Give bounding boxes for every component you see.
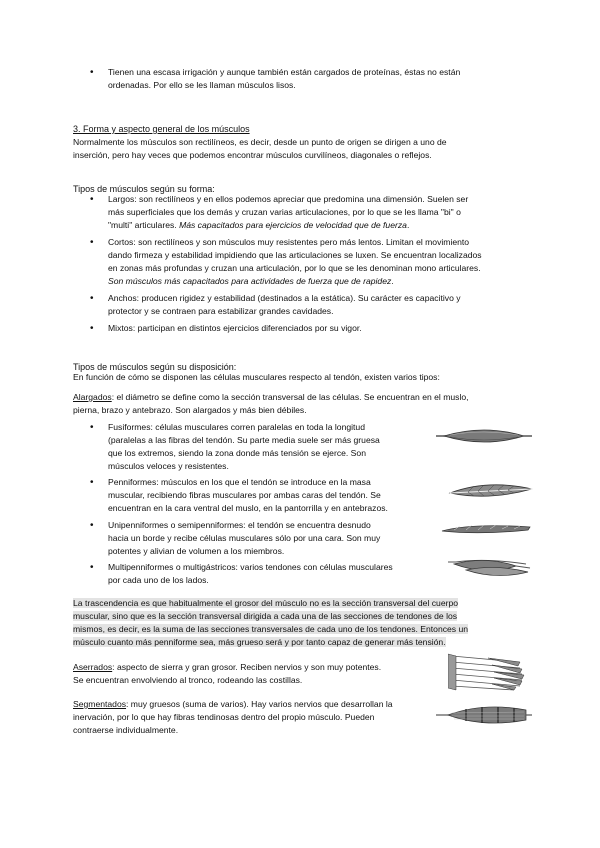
paragraph-line: [73, 698, 433, 711]
highlighted-line: [73, 623, 525, 636]
bullet-dot: •: [90, 67, 94, 78]
text-run: .: [406, 220, 410, 230]
paragraph-line: Normalmente los músculos son rectilíneos, es decir, desde un punto de origen se dirigen a uno de: [73, 137, 447, 147]
highlight-text: muscular, sino que es la sección transversal dirigida a cada una de las secciones de tendones de los: [73, 611, 458, 621]
section-title: 3. Forma y aspecto general de los músculos: [73, 124, 250, 134]
paragraph-line: potentes y alivian de volumen a los miembros.: [108, 546, 285, 556]
paragraph-line: Tienen una escasa irrigación y aunque también están cargados de proteínas, éstas no están: [108, 67, 461, 77]
bullet-dot: •: [90, 237, 94, 248]
bullet-cortos: Cortos: son rectilíneos y son músculos muy resistentes pero más lentos. Limitan el movimiento: [108, 237, 470, 247]
serrated-muscle-illustration: [448, 652, 526, 692]
bullet-anchos: Anchos: producen rigidez y estabilidad (destinados a la estática). Su carácter es capacitivo y: [108, 293, 461, 303]
text-run: .: [391, 276, 394, 286]
paragraph-line: protector y se contraen para estabilizar grandes cavidades.: [108, 306, 334, 316]
bullet-dot: •: [90, 323, 94, 334]
paragraph-line: hacia un borde y recibe células musculares sólo por una cara. Son muy: [108, 533, 381, 543]
bullet-multipenniformes: Multipenniformes o multigástricos: varios tendones con células musculares: [108, 562, 393, 572]
paragraph-line: Se encuentran envolviendo al tronco, rodeando las costillas.: [73, 675, 303, 685]
segmented-muscle-illustration: [436, 702, 532, 728]
term-aserrados: Aserrados: [73, 662, 113, 672]
bullet-unipenniformes: Unipenniformes o semipenniformes: el tendón se encuentra desnudo: [108, 520, 371, 530]
penniform-muscle-illustration: [448, 481, 534, 499]
highlighted-line: [73, 636, 525, 649]
paragraph-line: que los extremos, siendo la zona donde más tensión se ejerce. Son: [108, 448, 366, 458]
bullet-dot: •: [90, 520, 94, 531]
paragraph-line: más superficiales que los demás y cruzan varias articulaciones, por lo que se les llama "bi" o: [108, 207, 461, 217]
bullet-dot: •: [90, 194, 94, 205]
bullet-dot: •: [90, 293, 94, 304]
paragraph-line: inserción, pero hay veces que podemos encontrar músculos curvilíneos, diagonales o reflejos.: [73, 150, 432, 160]
highlight-text: La trascendencia es que habitualmente el grosor del músculo no es la sección transversal del cuerpo: [73, 598, 459, 608]
paragraph-line: ordenadas. Por ello se les llaman músculos lisos.: [108, 80, 296, 90]
term-alargados: Alargados: [73, 392, 112, 402]
unipenniform-muscle-illustration: [440, 521, 532, 537]
paragraph-line: contraerse individualmente.: [73, 725, 179, 735]
subheading-forma: Tipos de músculos según su forma:: [73, 184, 215, 194]
paragraph-line: inervación, por lo que hay fibras tendinosas dentro del propio músculo. Pueden: [73, 712, 375, 722]
highlighted-line: [73, 597, 525, 610]
text-run: "multi" articulares.: [108, 220, 180, 230]
paragraph-line: muscular, recibiendo fibras musculares por ambas caras del tendón. Se: [108, 490, 381, 500]
fusiform-muscle-illustration: [436, 426, 532, 446]
text-run: : muy gruesos (suma de varios). Hay varios nervios que desarrollan la: [126, 699, 393, 709]
bullet-largos: Largos: son rectilíneos y en ellos podemos apreciar que predomina una dimensión. Suelen ser: [108, 194, 469, 204]
multipenniform-muscle-illustration: [446, 556, 532, 582]
paragraph-line: [73, 391, 525, 404]
paragraph-line: por cada uno de los lados.: [108, 575, 209, 585]
paragraph-line: [108, 275, 526, 288]
bullet-fusiformes: Fusiformes: células musculares corren paralelas en toda la longitud: [108, 422, 365, 432]
paragraph-line: músculos veloces y resistentes.: [108, 461, 229, 471]
bullet-mixtos: Mixtos: participan en distintos ejercicios diferenciados por su vigor.: [108, 323, 362, 333]
highlight-text: mismos, es decir, es la suma de las secciones transversales de cada uno de los tendones. Entonces un: [73, 624, 469, 634]
bullet-dot: •: [90, 562, 94, 573]
italic-text: Son músculos más capacitados para actividades de fuerza que de rapidez: [108, 276, 392, 286]
bullet-dot: •: [90, 422, 94, 433]
term-segmentados: Segmentados: [73, 699, 127, 709]
text-run: : aspecto de sierra y gran grosor. Reciben nervios y son muy potentes.: [112, 662, 382, 672]
bullet-dot: •: [90, 477, 94, 488]
text-run: : el diámetro se define como la sección transversal de las células. Se encuentran en el muslo,: [111, 392, 469, 402]
paragraph-line: [73, 661, 433, 674]
bullet-penniformes: Penniformes: músculos en los que el tendón se introduce en la masa: [108, 477, 371, 487]
subheading-disposicion: Tipos de músculos según su disposición:: [73, 362, 237, 372]
highlight-text: músculo cuanto más penniforme sea, más grueso será y por tanto capaz de generar más tensión.: [73, 637, 446, 647]
paragraph-line: dando firmeza y estabilidad impidiendo que las articulaciones se luxen. Se encuentran localizados: [108, 250, 482, 260]
paragraph-line: en zonas más profundas y cruzan una articulación, por lo que se les denominan mono articulares.: [108, 263, 481, 273]
paragraph-line: En función de cómo se disponen las células musculares respecto al tendón, existen varios tipos:: [73, 372, 440, 382]
highlighted-line: [73, 610, 525, 623]
paragraph-line: (paralelas a las fibras del tendón. Su parte media suele ser más gruesa: [108, 435, 380, 445]
paragraph-line: [108, 219, 526, 232]
paragraph-line: encuentran en la cara ventral del muslo, en la pantorrilla y en antebrazos.: [108, 503, 388, 513]
paragraph-line: pierna, brazo y antebrazo. Son alargados y más bien débiles.: [73, 405, 307, 415]
italic-text: Más capacitados para ejercicios de velocidad que de fuerza: [179, 220, 407, 230]
